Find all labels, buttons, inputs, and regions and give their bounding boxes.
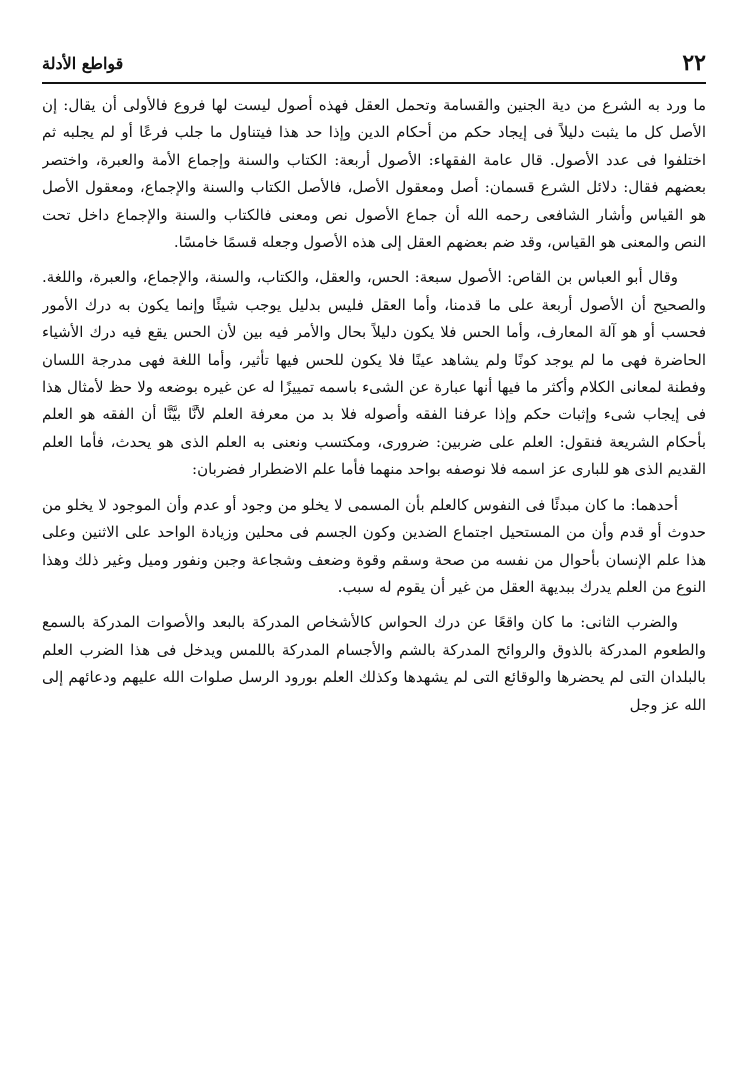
body-text bbox=[42, 92, 706, 1070]
page-number: ٢٢ bbox=[682, 50, 706, 76]
paragraph-3: أحدهما: ما كان مبدئًا فى النفوس كالعلم بأن المسمى لا يخلو من وجود أو عدم وأن الموجود لا يخلو من حدوث أو قدم وأن من المستحيل اجتماع الضدين وكون الجسم فى محلين وزيادة الواحد على الاثنين وعلى هذا علم الإنسان بأحوال من نفسه من صحة وسقم وقوة وضعف وشجاعة وجبن ونفور وميل وغير ذلك وهذا النوع من العلم يدرك ببديهة العقل من غير أن يقوم له سبب. bbox=[42, 495, 706, 596]
paragraph-4: والضرب الثانى: ما كان واقعًا عن درك الحواس كالأشخاص المدركة بالبعد والأصوات المدركة بالسمع والطعوم المدركة بالذوق والروائح المدركة بالشم والأجسام المدركة باللمس ويدخل فى هذا الضرب العلم بالبلدان التى لم يحضرها والوقائع التى لم يشهدها وكذلك العلم بورود الرسل صلوات الله عليهم ودعائهم إلى الله عز وجل bbox=[42, 613, 706, 714]
running-title: قواطع الأدلة bbox=[42, 54, 124, 73]
page-header bbox=[42, 46, 706, 84]
paragraph-1: ما ورد به الشرع من دية الجنين والقسامة وتحمل العقل فهذه أصول ليست لها فروع فالأولى أن يقال: إن الأصل كل ما يثبت دليلاً فى إيجاد حكم من أحكام الدين وإذا حد هذا فيتناول ما جلب فرعًا أو لم يجلبه ثم اختلفوا فى عدد الأصول. قال عامة الفقهاء: الأصول أربعة: الكتاب والسنة وإجماع الأمة والعبرة، واختصر بعضهم فقال: دلائل الشرع قسمان: أصل ومعقول الأصل، فالأصل الكتاب والسنة والإجماع، ومعقول الأصل هو القياس وأشار الشافعى رحمه الله أن جماع الأصول نص ومعنى فالكتاب والسنة والإجماع داخل تحت النص والمعنى هو القياس، وقد ضم بعضهم العقل إلى هذه الأصول وجعله قسمًا خامسًا. bbox=[42, 96, 706, 252]
paragraph-2: وقال أبو العباس بن القاص: الأصول سبعة: الحس، والعقل، والكتاب، والسنة، والإجماع، والعبرة، واللغة. والصحيح أن الأصول أربعة على ما قدمنا، وأما العقل فليس بدليل يوجب شيئًا وإنما يكون به درك الأمور فحسب أو هو آلة المعارف، وأما الحس فلا يكون دليلاً بحال والأمر فيه بين لأن الحس يقع فيه درك الأشياء الحاضرة فهى ما لم يوجد كونًا ولم يشاهد عينًا فلا يكون للحس فيها تأثير، وأما اللغة فهى مدرجة اللسان وفطنة لمعانى الكلام وأكثر ما فيها أنها عبارة عن الشىء باسمه تمييزًا له عن غيره بوضعه ولا حظ لأمثال هذا فى إيجاب شىء وإثبات حكم وإذا عرفنا الفقه وأصوله فلا بد من معرفة العلم لأنَّا بيَّنَّا أن الفقه هو العلم بأحكام الشريعة فنقول: العلم على ضربين: ضرورى، ومكتسب ونعنى به العلم الذى هو يحدث، فأما العلم القديم الذى هو للبارى عز اسمه فلا نوصفه بواحد منهما فأما علم الاضطرار فضربان: bbox=[42, 268, 706, 479]
